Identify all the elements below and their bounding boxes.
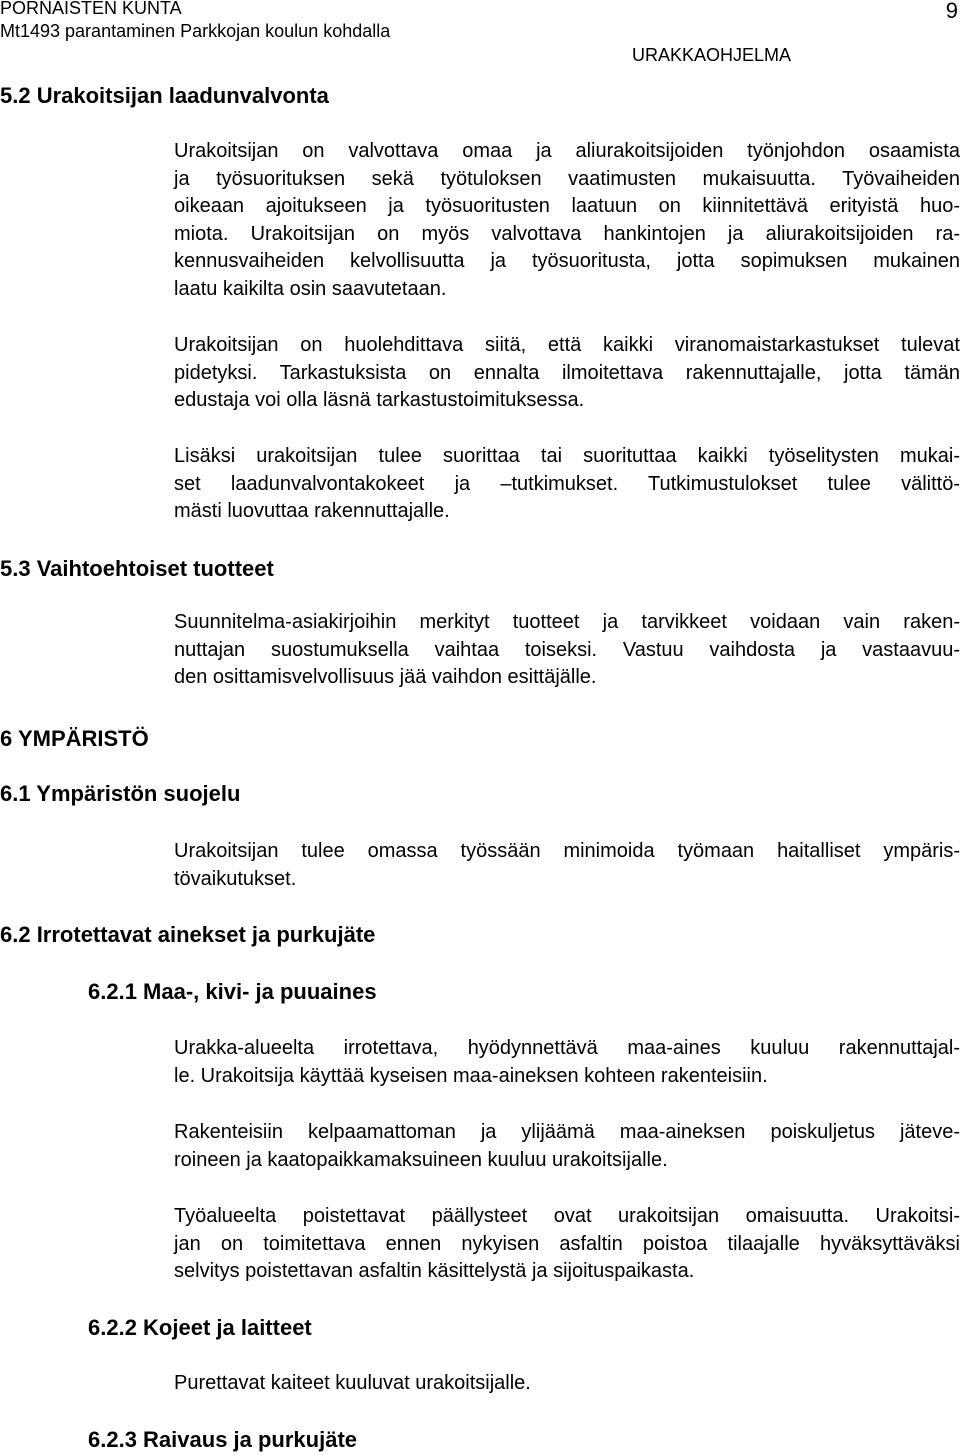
paragraph [174, 443, 960, 526]
paragraph [174, 332, 960, 415]
text-line: Rakenteisiin kelpaamattoman ja ylijäämä maa-aineksen poiskuljetus jäteve- [174, 1121, 960, 1143]
page-number: 9 [945, 0, 958, 23]
text-line: Työalueelta poistettavat päällysteet ovat urakoitsijan omaisuutta. Urakoitsi- [174, 1205, 960, 1227]
text-line: selvitys poistettavan asfaltin käsittelystä ja sijoituspaikasta. [174, 1260, 695, 1282]
header-doc-type: URAKKAOHJELMA [632, 45, 792, 65]
paragraph [174, 1370, 960, 1398]
heading-5-3: 5.3 Vaihtoehtoiset tuotteet [0, 556, 274, 581]
text-line: nuttajan suostumuksella vaihtaa toiseksi. Vastuu vaihdosta ja vastaavuu- [174, 638, 960, 661]
paragraph [174, 609, 960, 692]
text-line: set laadunvalvontakokeet ja –tutkimukset. Tutkimustulokset tulee välittö- [174, 472, 960, 495]
text-line: tövaikutukset. [174, 867, 297, 890]
text-line: roineen ja kaatopaikkamaksuineen kuuluu urakoitsijalle. [174, 1148, 668, 1171]
text-line: pidetyksi. Tarkastuksista on ennalta ilmoitettava rakennuttajalle, jotta tämän [174, 361, 960, 384]
text-line: Urakoitsijan on valvottava omaa ja aliurakoitsijoiden työnjohdon osaamista [174, 140, 960, 162]
text-line: Purettavat kaiteet kuuluvat urakoitsijalle. [174, 1372, 531, 1394]
text-line: Urakoitsijan tulee omassa työssään minimoida työmaan haitalliset ympäris- [174, 840, 960, 862]
heading-6-2: 6.2 Irrotettavat ainekset ja purkujäte [0, 922, 376, 947]
text-line: edustaja voi olla läsnä tarkastustoimituksessa. [174, 389, 585, 411]
heading-6-2-2: 6.2.2 Kojeet ja laitteet [88, 1315, 312, 1340]
text-line: Suunnitelma-asiakirjoihin merkityt tuotteet ja tarvikkeet voidaan vain raken- [174, 611, 960, 633]
text-line: ja työsuorituksen sekä työtuloksen vaatimusten mukaisuutta. Työvaiheiden [174, 167, 960, 190]
paragraph [174, 838, 960, 893]
text-line: kennusvaiheiden kelvollisuutta ja työsuoritusta, jotta sopimuksen mukainen [174, 250, 960, 272]
text-line: Urakoitsijan on huolehdittava siitä, että kaikki viranomaistarkastukset tulevat [174, 334, 960, 356]
header-project: Mt1493 parantaminen Parkkojan koulun kohdalla [0, 21, 391, 41]
text-line: Lisäksi urakoitsijan tulee suorittaa tai suorituttaa kaikki työselitysten mukai- [174, 445, 960, 467]
text-line: laatu kaikilta osin saavutetaan. [174, 277, 447, 300]
paragraph [174, 1203, 960, 1286]
text-line: le. Urakoitsija käyttää kyseisen maa-aineksen kohteen rakenteisiin. [174, 1064, 768, 1087]
paragraph [174, 1035, 960, 1090]
text-line: oikeaan ajoitukseen ja työsuoritusten laatuun on kiinnitettävä erityistä huo- [174, 195, 960, 217]
paragraph [174, 1119, 960, 1174]
text-line: den osittamisvelvollisuus jää vaihdon esittäjälle. [174, 666, 597, 688]
heading-5-2: 5.2 Urakoitsijan laadunvalvonta [0, 83, 329, 108]
heading-6-1: 6.1 Ympäristön suojelu [0, 781, 241, 806]
text-line: jan on toimitettava ennen nykyisen asfaltin poistoa tilaajalle hyväksyttäväksi [174, 1232, 960, 1255]
heading-6-2-1: 6.2.1 Maa-, kivi- ja puuaines [88, 979, 377, 1004]
text-line: miota. Urakoitsijan on myös valvottava hankintojen ja aliurakoitsijoiden ra- [174, 222, 960, 245]
header-org: PORNAISTEN KUNTA [0, 0, 182, 18]
heading-6: 6 YMPÄRISTÖ [0, 726, 149, 751]
text-line: Urakka-alueelta irrotettava, hyödynnettävä maa-aines kuuluu rakennuttajal- [174, 1037, 960, 1059]
text-line: mästi luovuttaa rakennuttajalle. [174, 500, 450, 522]
paragraph [174, 138, 960, 303]
heading-6-2-3: 6.2.3 Raivaus ja purkujäte [88, 1427, 358, 1452]
